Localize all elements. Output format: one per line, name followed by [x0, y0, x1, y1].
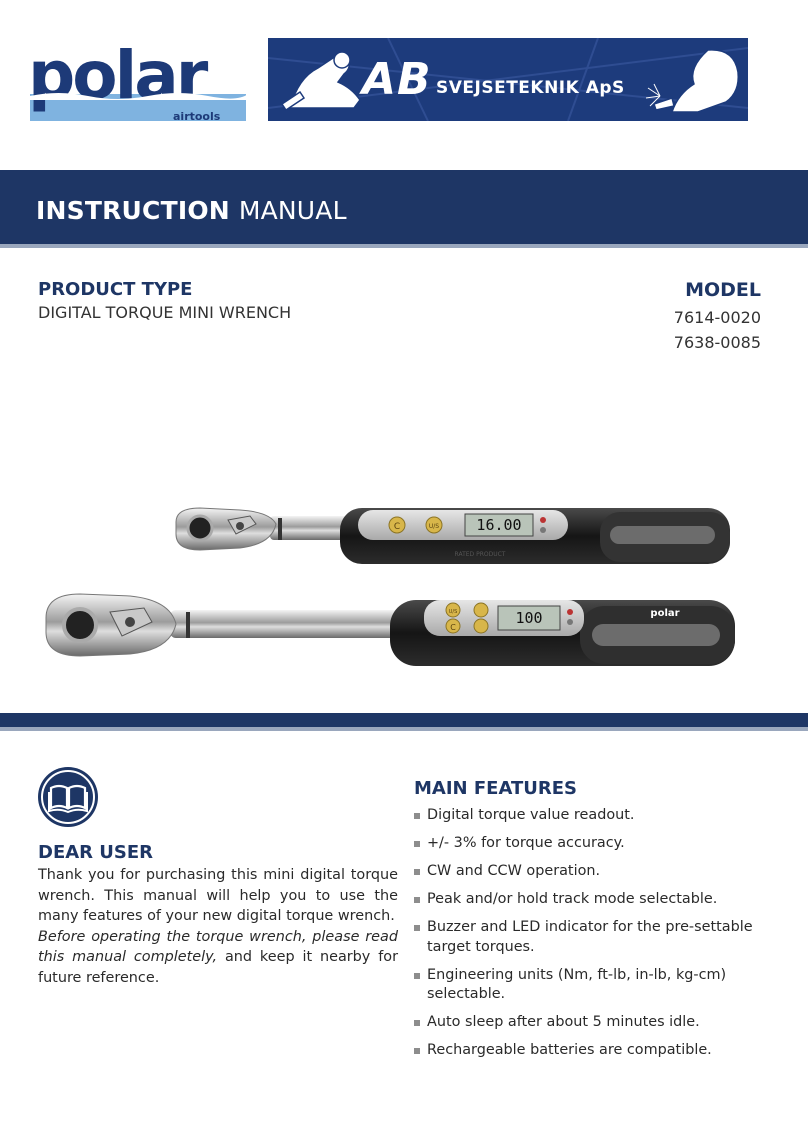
- polar-logo-sub: airtools: [173, 110, 221, 123]
- feature-item: [414, 1041, 764, 1061]
- wrench-small: [176, 508, 730, 564]
- wrench-large-button-down-icon: [474, 619, 488, 633]
- wrench-small-button-c-label: C: [393, 522, 401, 532]
- open-book-icon: [37, 766, 99, 828]
- polar-logo-word: polar: [28, 37, 206, 114]
- feature-text: Buzzer and LED indicator for the pre-settable target torques.: [427, 919, 753, 955]
- feature-text: Engineering units (Nm, ft-lb, in-lb, kg-cm) selectable.: [427, 966, 727, 1002]
- feature-text: +/- 3% for torque accuracy.: [427, 835, 625, 851]
- square-bullet-icon: [414, 841, 420, 847]
- partner-logo-sub: SVEJSETEKNIK ApS: [436, 78, 625, 98]
- feature-list: [414, 806, 764, 1069]
- feature-item: [414, 966, 764, 1005]
- square-bullet-icon: [414, 813, 420, 819]
- product-type-value: DIGITAL TORQUE MINI WRENCH: [38, 303, 292, 322]
- feature-item: [414, 918, 764, 957]
- square-bullet-icon: [414, 925, 420, 931]
- feature-text: Auto sleep after about 5 minutes idle.: [427, 1014, 700, 1030]
- page-title-bold: INSTRUCTION: [36, 196, 230, 225]
- wrench-small-engraving: RATED PRODUCT: [454, 551, 506, 558]
- wrench-large-display-value: 100: [515, 609, 543, 627]
- wrench-large-button-us-label: U/S: [448, 609, 458, 615]
- dear-user-paragraph: Thank you for purchasing this mini digital torque wrench. This manual will help you to use the many features of your new digital torque wrench.: [38, 867, 398, 924]
- feature-item: [414, 1013, 764, 1033]
- wrench-small-display-value: 16.00: [476, 516, 522, 534]
- dear-user-heading: DEAR USER: [38, 842, 154, 863]
- square-bullet-icon: [414, 869, 420, 875]
- polar-logo: [28, 34, 254, 126]
- feature-text: CW and CCW operation.: [427, 863, 601, 879]
- main-features-heading: MAIN FEATURES: [414, 778, 578, 799]
- dear-user-emphasis: Before operating the torque wrench, please read this manual completely,: [38, 928, 398, 965]
- wrench-large-brand: polar: [650, 608, 680, 619]
- section-divider: [0, 713, 808, 731]
- square-bullet-icon: [414, 973, 420, 979]
- partner-logo: [268, 38, 748, 121]
- feature-text: Rechargeable batteries are compatible.: [427, 1042, 712, 1058]
- square-bullet-icon: [414, 1048, 420, 1054]
- square-bullet-icon: [414, 1020, 420, 1026]
- page-title: [36, 196, 347, 225]
- square-bullet-icon: [414, 897, 420, 903]
- page-title-light: MANUAL: [238, 196, 347, 225]
- polar-logo-graphic: [28, 34, 254, 126]
- dear-user-text: [38, 865, 398, 988]
- title-band-shade: [0, 244, 808, 248]
- feature-text: Peak and/or hold track mode selectable.: [427, 891, 718, 907]
- product-type-label: PRODUCT TYPE: [38, 279, 193, 300]
- feature-item: [414, 862, 764, 882]
- feature-item: [414, 806, 764, 826]
- feature-item: [414, 834, 764, 854]
- model-number: 7614-0020: [673, 308, 761, 327]
- dear-user-rest: and keep it nearby for future reference.: [38, 949, 398, 986]
- feature-item: [414, 890, 764, 910]
- dear-user-paragraph-2: [38, 927, 398, 989]
- wrench-large-button-c-label: C: [450, 623, 456, 632]
- partner-logo-main: AB: [362, 54, 432, 105]
- feature-text: Digital torque value readout.: [427, 807, 635, 823]
- model-list: [674, 305, 761, 355]
- model-number: 7638-0085: [673, 333, 761, 352]
- wrench-large-button-up-icon: [474, 603, 488, 617]
- model-label: MODEL: [685, 279, 761, 301]
- section-divider-shade: [0, 727, 808, 731]
- wrench-small-button-us-label: U/S: [428, 523, 440, 530]
- product-image: [40, 490, 740, 680]
- wrench-large: [46, 594, 735, 666]
